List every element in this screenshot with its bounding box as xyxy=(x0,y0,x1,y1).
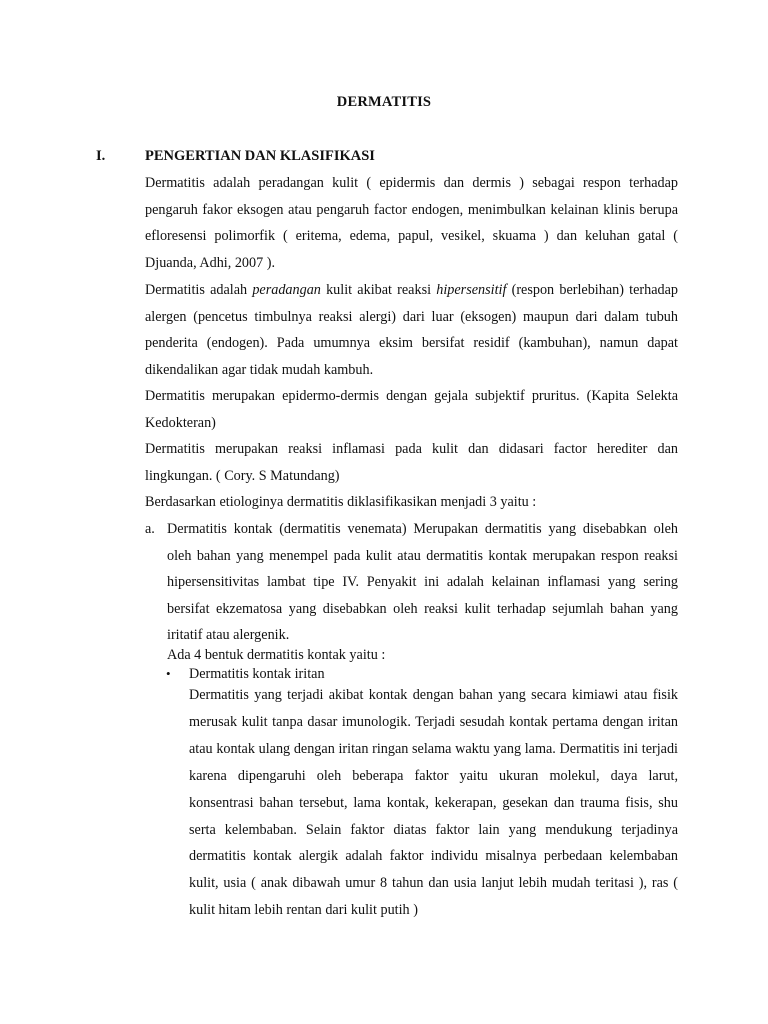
section-heading: PENGERTIAN DAN KLASIFIKASI xyxy=(145,148,375,164)
bullet-body-iritan: Dermatitis yang terjadi akibat kontak dengan bahan yang secara kimiawi atau fisik merusak kulit tanpa dasar imunologik. Terjadi sesudah kontak pertama dengan iritan atau kontak ulang dengan iritan ringan selama waktu yang lama. Dermatitis ini terjadi karena dipengaruhi oleh beberapa faktor yaitu ukuran molekul, daya larut, konsentrasi bahan tersebut, lama kontak, kekerapan, gesekan dan trauma fisis, shu serta kelembaban. Selain faktor diatas faktor lain yang mendukung terjadinya dermatitis kontak alergik adalah faktor individu misalnya perbedaan kelembaban kulit, usia ( anak dibawah umur 8 tahun dan usia lanjut lebih mudah teritasi ), ras ( kulit hitam lebih rentan dari kulit putih ) xyxy=(189,687,678,919)
paragraph-classification-intro xyxy=(145,489,678,516)
text-run: Dermatitis adalah xyxy=(145,282,253,298)
paragraph-text: Dermatitis merupakan reaksi inflamasi pada kulit dan didasari factor herediter dan lingkungan. ( Cory. S Matundang) xyxy=(145,441,678,484)
paragraph-text: Berdasarkan etiologinya dermatitis diklasifikasikan menjadi 3 yaitu : xyxy=(145,494,537,510)
emphasis-hipersensitif: hipersensitif xyxy=(436,282,507,298)
section-number: I. xyxy=(96,148,106,164)
bullet-icon: • xyxy=(166,666,171,681)
paragraph-text xyxy=(145,277,678,383)
sub-list-intro: Ada 4 bentuk dermatitis kontak yaitu : xyxy=(167,647,386,663)
emphasis-peradangan: peradangan xyxy=(252,282,321,298)
bullet-title-iritan: Dermatitis kontak iritan xyxy=(189,666,325,682)
list-item-dermatitis-kontak: Dermatitis kontak (dermatitis venemata) Merupakan dermatitis yang disebabkan oleh oleh bahan yang menempel pada kulit atau dermatitis kontak merupakan respon reaksi hipersensitivitas lambat tipe IV. Penyakit ini adalah kelainan inflamasi yang sering bersifat ekzematosa yang disebabkan oleh reaksi kulit terhadap sejumlah bahan yang iritatif atau alergenik. xyxy=(167,521,678,644)
text-run: kulit akibat reaksi xyxy=(320,282,437,298)
list-marker-a: a. xyxy=(145,521,155,537)
paragraph-definition-3 xyxy=(145,383,678,436)
document-title: DERMATITIS xyxy=(336,94,432,110)
paragraph-text: Dermatitis adalah peradangan kulit ( epidermis dan dermis ) sebagai respon terhadap pengaruh fakor eksogen atau pengaruh factor endogen, menimbulkan kelainan klinis berupa efloresensi polimorfik ( eritema, edema, papul, vesikel, skuama ) dan keluhan gatal ( Djuanda, Adhi, 2007 ). xyxy=(145,175,678,271)
paragraph-definition-2 xyxy=(145,277,678,383)
paragraph-text: Dermatitis merupakan epidermo-dermis dengan gejala subjektif pruritus. (Kapita Selekta Kedokteran) xyxy=(145,388,678,431)
paragraph-definition-4 xyxy=(145,436,678,489)
paragraph-definition-1 xyxy=(145,170,678,276)
text-run: (respon berlebihan) terhadap alergen (pencetus timbulnya reaksi alergi) dari luar (eksogen) maupun dari dalam tubuh penderita (endogen). Pada umumnya eksim bersifat residif (kambuhan), namun dapat dikendalikan agar tidak mudah kambuh. xyxy=(145,282,678,378)
